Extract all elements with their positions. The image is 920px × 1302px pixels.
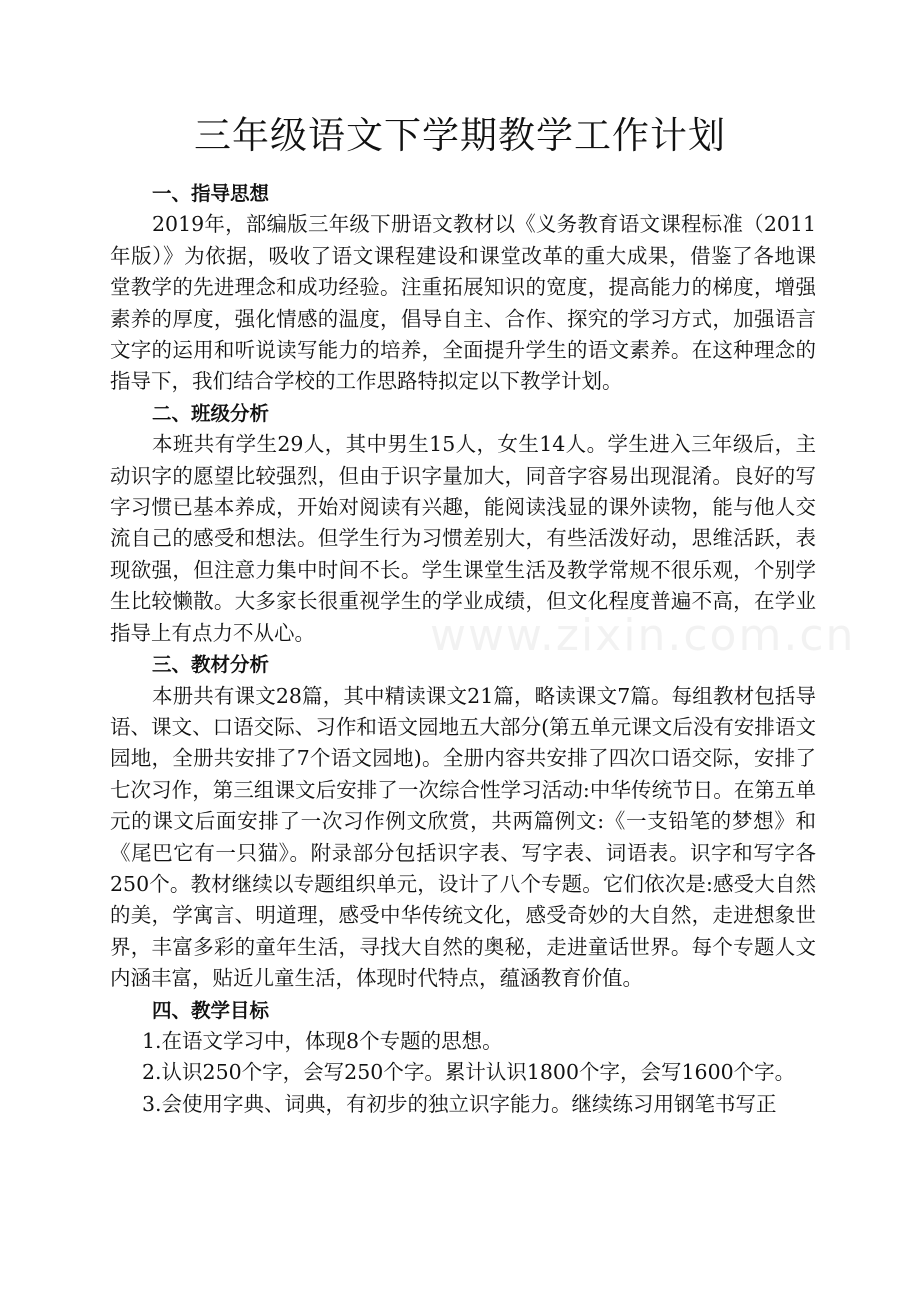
- paragraph-guiding-ideology: 2019年，部编版三年级下册语文教材以《义务教育语文课程标准（2011年版）》为依据，吸收了语文课程建设和课堂改革的重大成果，借鉴了各地课堂教学的先进理念和成功经验。注重拓展知识的宽度，提高能力的梯度，增强素养的厚度，强化情感的温度，倡导自主、合作、探究的学习方式，加强语言文字的运用和听说读写能力的培养，全面提升学生的语文素养。在这种理念的指导下，我们结合学校的工作思路特拟定以下教学计划。: [110, 212, 816, 394]
- paragraph-class-analysis: 本班共有学生29人，其中男生15人，女生14人。学生进入三年级后，主动识字的愿望比较强烈，但由于识字量加大，同音字容易出现混淆。良好的写字习惯已基本养成，开始对阅读有兴趣，能阅读浅显的课外读物，能与他人交流自己的感受和想法。但学生行为习惯差别大，有些活泼好动，思维活跃，表现欲强，但注意力集中时间不长。学生课堂生活及教学常规不很乐观，个别学生比较懒散。大多家长很重视学生的学业成绩，但文化程度普遍不高，在学业指导上有点力不从心。: [110, 432, 816, 645]
- section-heading-teaching-goals: 四、教学目标: [152, 998, 270, 1022]
- section-heading-guiding-ideology: 一、指导思想: [152, 182, 270, 205]
- section-heading-class-analysis: 二、班级分析: [152, 401, 270, 425]
- document-body: [110, 178, 816, 1120]
- section-heading-textbook-analysis: 三、教材分析: [152, 653, 270, 677]
- goal-item-2: 2.认识250个字，会写250个字。累计认识1800个字，会写1600个字。: [142, 1060, 796, 1085]
- goal-item-3: 3.会使用字典、词典，有初步的独立识字能力。继续练习用钢笔书写正: [142, 1091, 777, 1116]
- watermark-text: www.zixin.com.cn: [430, 610, 856, 661]
- paragraph-textbook-analysis: 本册共有课文28篇，其中精读课文21篇，略读课文7篇。每组教材包括导语、课文、口语交际、习作和语文园地五大部分(第五单元课文后没有安排语文园地，全册共安排了7个语文园地)。全册内容共安排了四次口语交际，安排了七次习作，第三组课文后安排了一次综合性学习活动:中华传统节日。在第五单元的课文后面安排了一次习作例文欣赏，共两篇例文:《一支铅笔的梦想》和《尾巴它有一只猫》。附录部分包括识字表、写字表、词语表。识字和写字各250个。教材继续以专题组织单元，设计了八个专题。它们依次是:感受大自然的美，学寓言、明道理，感受中华传统文化，感受奇妙的大自然，走进想象世界，丰富多彩的童年生活，寻找大自然的奥秘，走进童话世界。每个专题人文内涵丰富，贴近儿童生活，体现时代特点，蕴涵教育价值。: [110, 683, 816, 991]
- goal-item-1: 1.在语文学习中，体现8个专题的思想。: [142, 1028, 503, 1053]
- document-title: 三年级语文下学期教学工作计划: [194, 114, 726, 157]
